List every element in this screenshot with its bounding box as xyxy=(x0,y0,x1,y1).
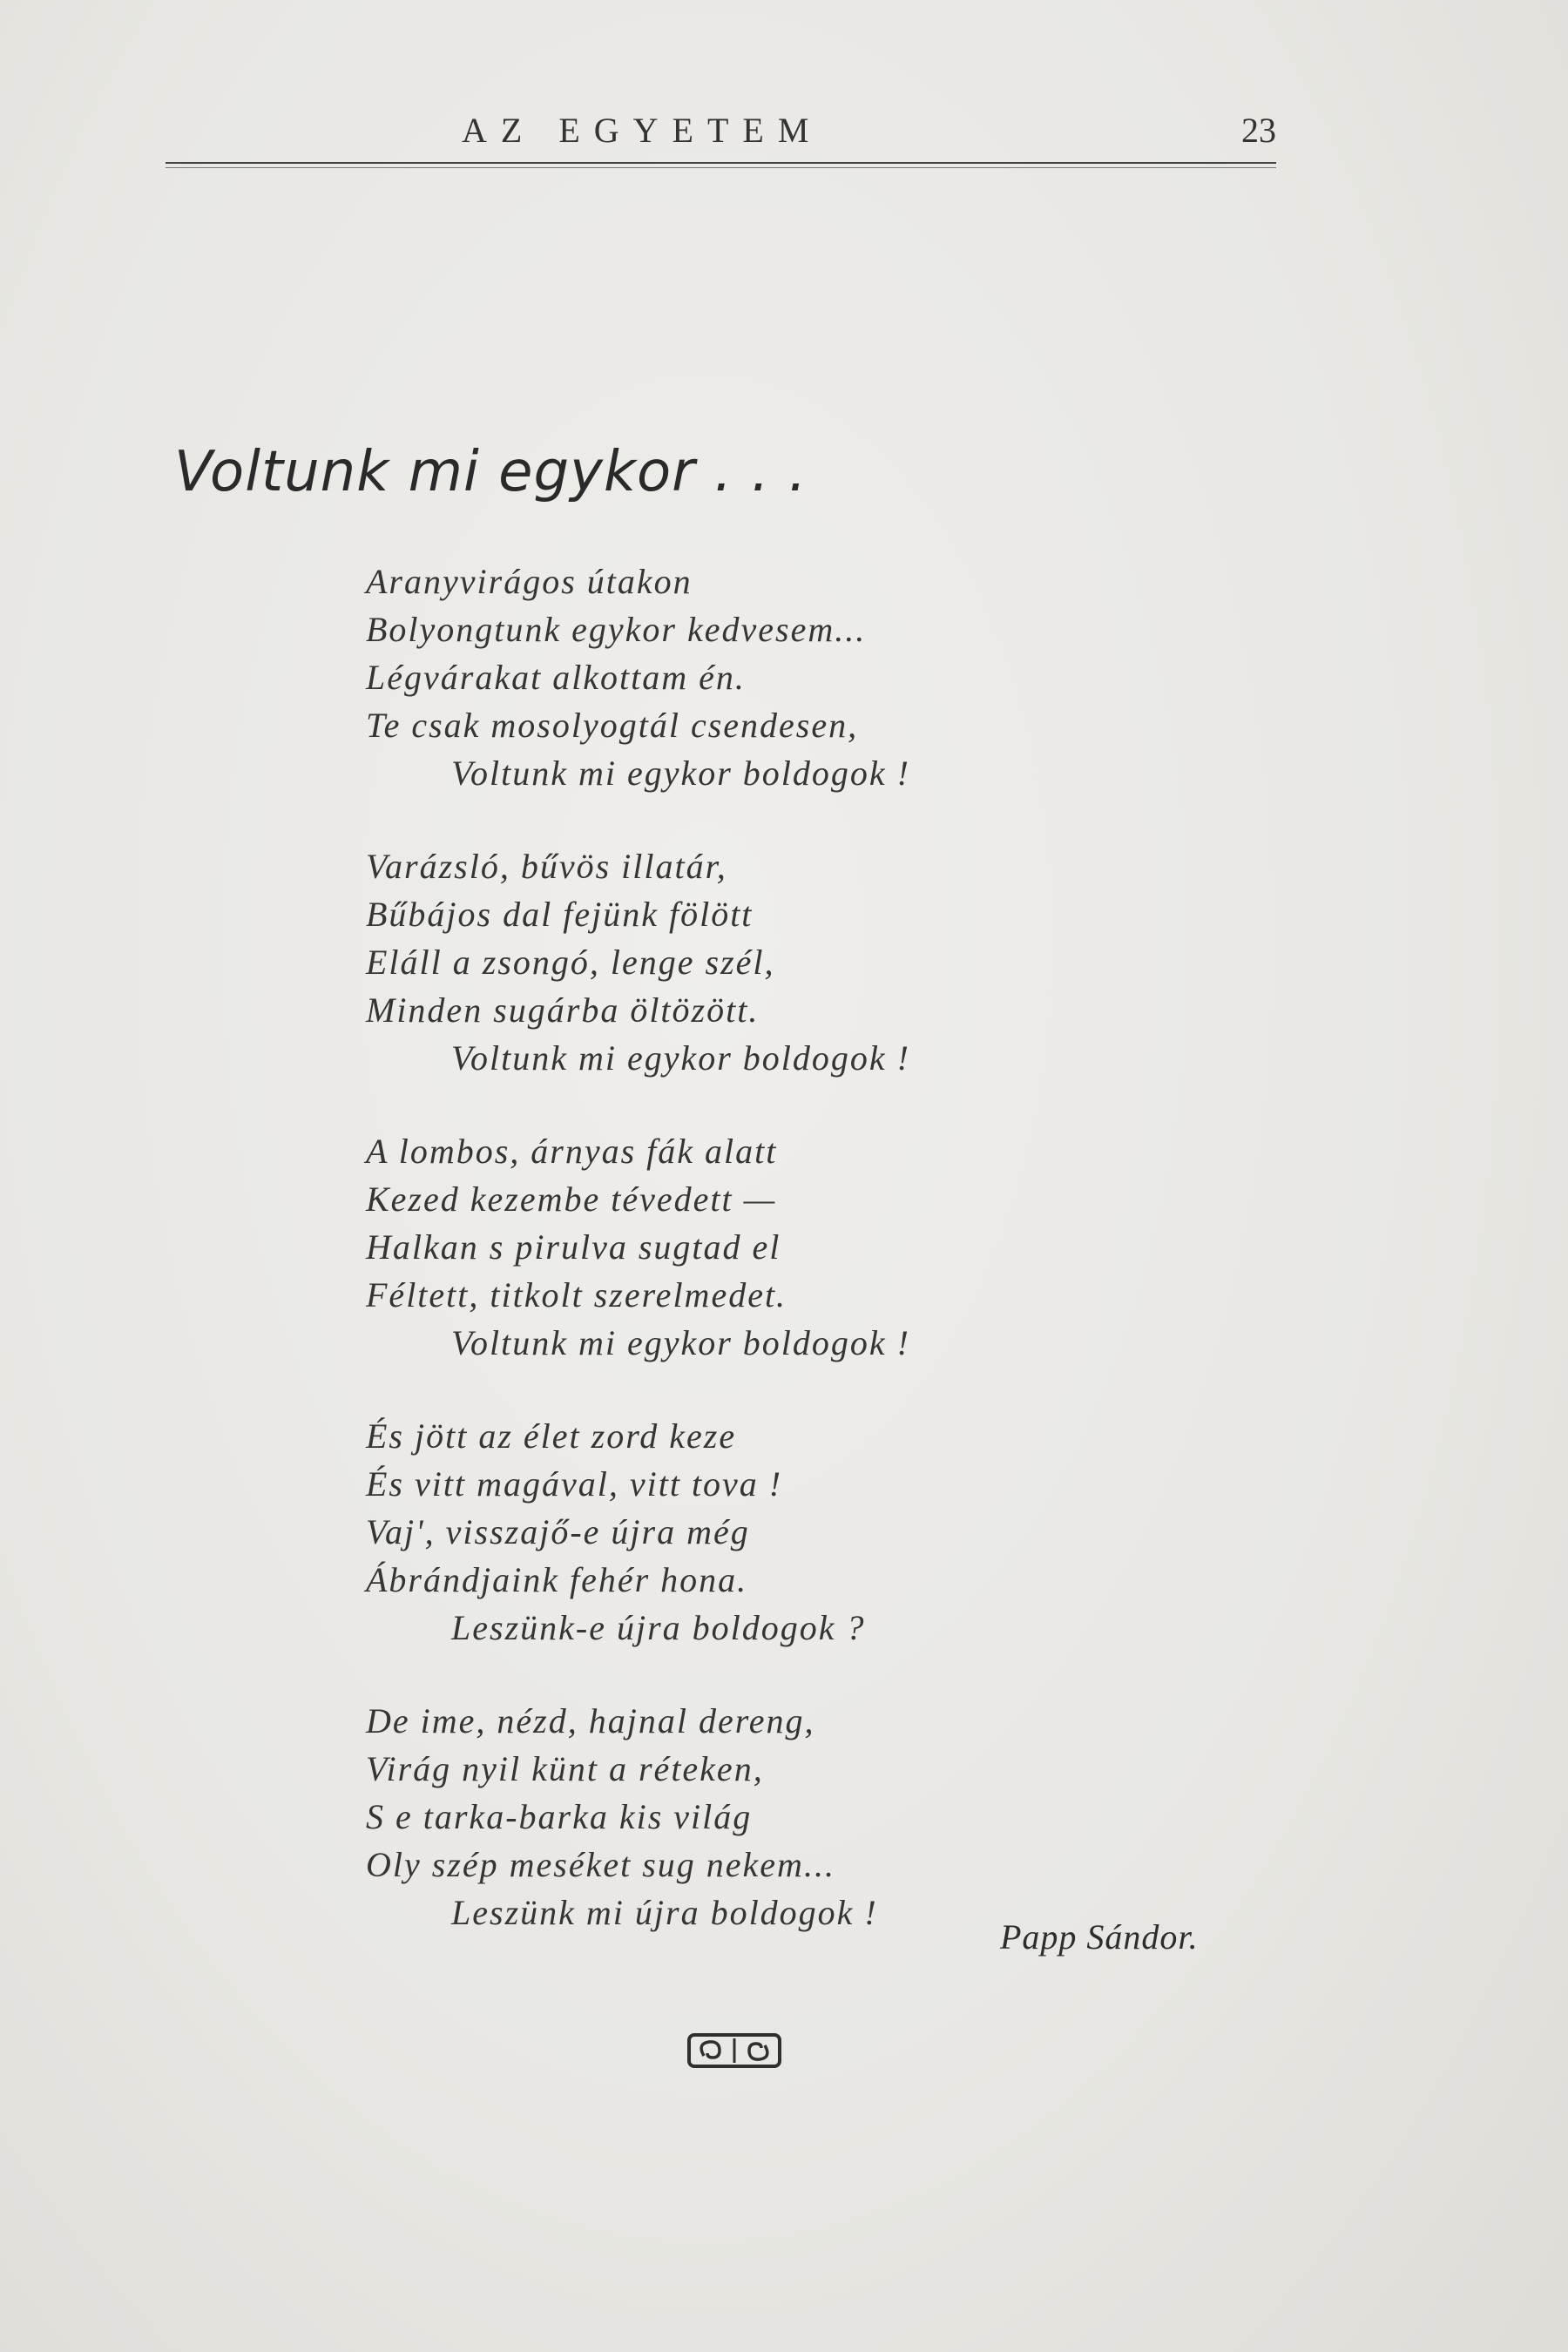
poem-refrain: Leszünk-e újra boldogok ? xyxy=(451,1608,866,1647)
poem-line: Vaj', visszajő-e újra még xyxy=(366,1512,750,1551)
poem-body xyxy=(366,558,1150,1982)
poem-refrain: Voltunk mi egykor boldogok ! xyxy=(451,1038,910,1078)
stanza-3 xyxy=(366,1127,1150,1367)
poem-line: Légvárakat alkottam én. xyxy=(366,658,746,697)
poem-line: Féltett, titkolt szerelmedet. xyxy=(366,1275,787,1315)
poem-line: De ime, nézd, hajnal dereng, xyxy=(366,1701,815,1740)
stanza-5 xyxy=(366,1697,1150,1936)
poem-line: Ábrándjaink fehér hona. xyxy=(366,1560,748,1599)
poem-line: Virág nyil künt a réteken, xyxy=(366,1749,764,1788)
poem-line: Kezed kezembe tévedett — xyxy=(366,1179,777,1219)
poem-line: Varázsló, bűvös illatár, xyxy=(366,847,727,886)
page-header xyxy=(166,110,1276,153)
poem-refrain: Voltunk mi egykor boldogok ! xyxy=(451,754,910,793)
poem-line: S e tarka-barka kis világ xyxy=(366,1797,753,1836)
poem-line: Te csak mosolyogtál csendesen, xyxy=(366,706,859,745)
author-signature: Papp Sándor. xyxy=(1000,1917,1199,1957)
poem-title: Voltunk mi egykor . . . xyxy=(174,440,808,504)
poem-line: Eláll a zsongó, lenge szél, xyxy=(366,943,775,982)
poem-line: Aranyvirágos útakon xyxy=(366,562,693,601)
poem-line: És vitt magával, vitt tova ! xyxy=(366,1464,783,1504)
poem-line: Bolyongtunk egykor kedvesem... xyxy=(366,610,867,649)
page-number: 23 xyxy=(1241,111,1276,150)
stanza-1 xyxy=(366,558,1150,797)
printer-ornament-icon xyxy=(686,2030,782,2072)
stanza-2 xyxy=(366,842,1150,1082)
poem-line: Oly szép meséket sug nekem... xyxy=(366,1845,835,1884)
poem-line: Bűbájos dal fejünk fölött xyxy=(366,895,754,934)
poem-line: Halkan s pirulva sugtad el xyxy=(366,1227,781,1267)
poem-line: És jött az élet zord keze xyxy=(366,1416,737,1456)
poem-line: A lombos, árnyas fák alatt xyxy=(366,1132,778,1171)
stanza-4 xyxy=(366,1412,1150,1652)
poem-refrain: Leszünk mi újra boldogok ! xyxy=(451,1893,878,1932)
poem-refrain: Voltunk mi egykor boldogok ! xyxy=(451,1323,910,1362)
poem-line: Minden sugárba öltözött. xyxy=(366,990,760,1030)
header-rule xyxy=(166,162,1276,168)
running-title: AZ EGYETEM xyxy=(462,111,823,150)
